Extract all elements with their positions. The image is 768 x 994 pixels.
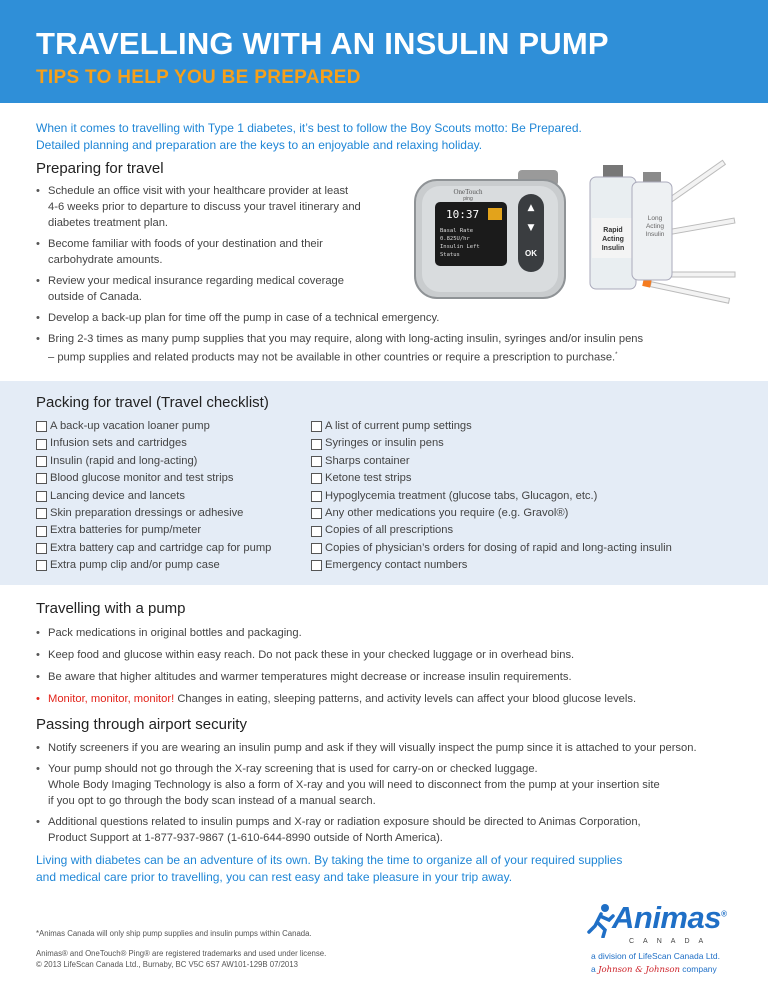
security-list (36, 740, 756, 851)
checklist-item: Infusion sets and cartridges (36, 435, 271, 452)
checklist-item: Syringes or insulin pens (311, 435, 672, 452)
list-item: • Schedule an office visit with your healthcare provider at least 4-6 weeks prior to departure to discuss your travel itinerary and diabetes treatment plan. (36, 183, 746, 231)
vial-icon (590, 165, 636, 289)
checklist-item: Ketone test strips (311, 470, 672, 487)
checkbox[interactable] (36, 526, 47, 537)
checklist-item: A back-up vacation loaner pump (36, 418, 271, 435)
svg-text:Insulin: Insulin (645, 231, 665, 238)
checkbox[interactable] (311, 543, 322, 554)
trademark-note: Animas® and OneTouch® Ping® are registered trademarks and used under license. (36, 948, 327, 958)
logo-company: a Johnson & Johnson company (591, 964, 717, 975)
closing-text: Living with diabetes can be an adventure of its own. By taking the time to organize all of your required supplies and medical care prior to travelling, you can rest easy and take pleasure in your trip away. (36, 853, 623, 884)
checklist-item: Lancing device and lancets (36, 488, 271, 505)
section-heading-packing: Packing for travel (Travel checklist) (36, 394, 269, 411)
list-item: • Your pump should not go through the X-ray screening that is used for carry-on or checked luggage. Whole Body Imaging Technology is also a form of X-ray and you will need to disconnect from the pump at your insertion site if you opt to go through the body scan instead of a manual search. (36, 761, 756, 809)
svg-text:▼: ▼ (527, 223, 535, 233)
checklist-item: Extra batteries for pump/meter (36, 522, 271, 539)
checklist-item: Copies of all prescriptions (311, 522, 672, 539)
runner-icon (587, 902, 615, 938)
checkbox[interactable] (311, 421, 322, 432)
svg-text:Insulin Left: Insulin Left (440, 244, 480, 250)
svg-text:Acting: Acting (645, 223, 665, 230)
checkbox[interactable] (36, 491, 47, 502)
checkbox[interactable] (311, 526, 322, 537)
checklist-right (311, 418, 672, 575)
checklist-item: Emergency contact numbers (311, 557, 672, 574)
logo-country: CANADA (629, 938, 713, 945)
svg-text:OneTouch: OneTouch (453, 188, 483, 196)
checkbox[interactable] (36, 508, 47, 519)
checklist-left (36, 418, 271, 575)
checkbox[interactable] (311, 491, 322, 502)
checklist-item: Hypoglycemia treatment (glucose tabs, Glucagon, etc.) (311, 488, 672, 505)
list-item: • Monitor, monitor, monitor! Changes in eating, sleeping patterns, and activity levels can affect your blood glucose levels. (36, 691, 746, 707)
checklist-item: Blood glucose monitor and test strips (36, 470, 271, 487)
checkbox[interactable] (36, 543, 47, 554)
footnote: *Animas Canada will only ship pump supplies and insulin pumps within Canada. (36, 929, 312, 938)
list-item: • Notify screeners if you are wearing an insulin pump and ask if they will visually inspect the pump since it is attached to your person. (36, 740, 756, 756)
svg-text:Long: Long (647, 215, 663, 222)
list-item: • Be aware that higher altitudes and warmer temperatures might decrease or increase insulin requirements. (36, 669, 746, 685)
checklist-item: A list of current pump settings (311, 418, 672, 435)
checklist-item: Extra pump clip and/or pump case (36, 557, 271, 574)
list-item: • Become familiar with foods of your destination and their carbohydrate amounts. (36, 236, 746, 268)
svg-text:Basal Rate: Basal Rate (440, 228, 474, 234)
svg-text:OK: OK (525, 249, 537, 258)
checkbox[interactable] (311, 473, 322, 484)
list-item: • Develop a back-up plan for time off the pump in case of a technical emergency. (36, 310, 746, 326)
intro-line: When it comes to travelling with Type 1 diabetes, it’s best to follow the Boy Scouts motto: Be Prepared. (36, 121, 582, 135)
list-item: • Keep food and glucose within easy reach. Do not pack these in your checked luggage or in overhead bins. (36, 647, 746, 663)
checklist-item: Copies of physician’s orders for dosing of rapid and long-acting insulin (311, 540, 672, 557)
checkbox[interactable] (36, 473, 47, 484)
svg-text:▲: ▲ (527, 203, 535, 213)
section-heading-travelling: Travelling with a pump (36, 600, 186, 617)
logo-brand: Animas® (612, 900, 727, 935)
animas-logo (585, 898, 735, 986)
checkbox[interactable] (36, 456, 47, 467)
logo-division: a division of LifeScan Canada Ltd. (591, 951, 721, 961)
list-item: • Bring 2-3 times as many pump supplies that you may require, along with long-acting insulin, syringes and/or insulin pens – pump supplies and related products may not be available in other countries or require a prescription to purchase.* (36, 331, 746, 366)
list-item: • Additional questions related to insulin pumps and X-ray or radiation exposure should be directed to Animas Corporation, Product Support at 1-877-937-9867 (1-610-644-8990 outside of North America). (36, 814, 756, 846)
header-banner (0, 0, 768, 103)
checkbox[interactable] (311, 439, 322, 450)
copyright-note: © 2013 LifeScan Canada Ltd., Burnaby, BC V5C 6S7 AW101-129B 07/2013 (36, 960, 298, 969)
checkbox[interactable] (36, 421, 47, 432)
checklist-item: Sharps container (311, 453, 672, 470)
checkbox[interactable] (311, 508, 322, 519)
checklist-item: Any other medications you require (e.g. Gravol®) (311, 505, 672, 522)
svg-text:Status: Status (440, 252, 460, 258)
svg-text:Insulin: Insulin (601, 245, 625, 252)
checkbox[interactable] (36, 560, 47, 571)
footnotes (36, 928, 326, 971)
travelling-list (36, 625, 746, 712)
highlight-text: Monitor, monitor, monitor! (48, 693, 175, 705)
checkbox[interactable] (311, 560, 322, 571)
svg-text:Rapid: Rapid (603, 227, 623, 234)
svg-text:Acting: Acting (602, 236, 624, 243)
checklist-item: Skin preparation dressings or adhesive (36, 505, 271, 522)
checklist-item: Insulin (rapid and long-acting) (36, 453, 271, 470)
svg-text:0.825U/hr: 0.825U/hr (440, 236, 470, 242)
checkbox[interactable] (311, 456, 322, 467)
intro-line: Detailed planning and preparation are the keys to an enjoyable and relaxing holiday. (36, 138, 483, 152)
page-title: TRAVELLING WITH AN INSULIN PUMP (36, 26, 609, 61)
vial-icon (632, 172, 672, 280)
section-heading-preparing: Preparing for travel (36, 160, 164, 177)
section-heading-security: Passing through airport security (36, 716, 247, 733)
checkbox[interactable] (36, 439, 47, 450)
svg-text:10:37: 10:37 (446, 208, 480, 221)
list-item: • Review your medical insurance regarding medical coverage outside of Canada. (36, 273, 746, 305)
insulin-pump-icon (415, 170, 565, 298)
svg-text:ping: ping (463, 196, 473, 202)
insulin-pump-and-supplies-image (410, 150, 740, 310)
page-subtitle: TIPS TO HELP YOU BE PREPARED (36, 67, 361, 88)
syringe-icon (642, 278, 729, 303)
checklist-item: Extra battery cap and cartridge cap for pump (36, 540, 271, 557)
list-item: • Pack medications in original bottles and packaging. (36, 625, 746, 641)
intro-text (36, 120, 736, 154)
